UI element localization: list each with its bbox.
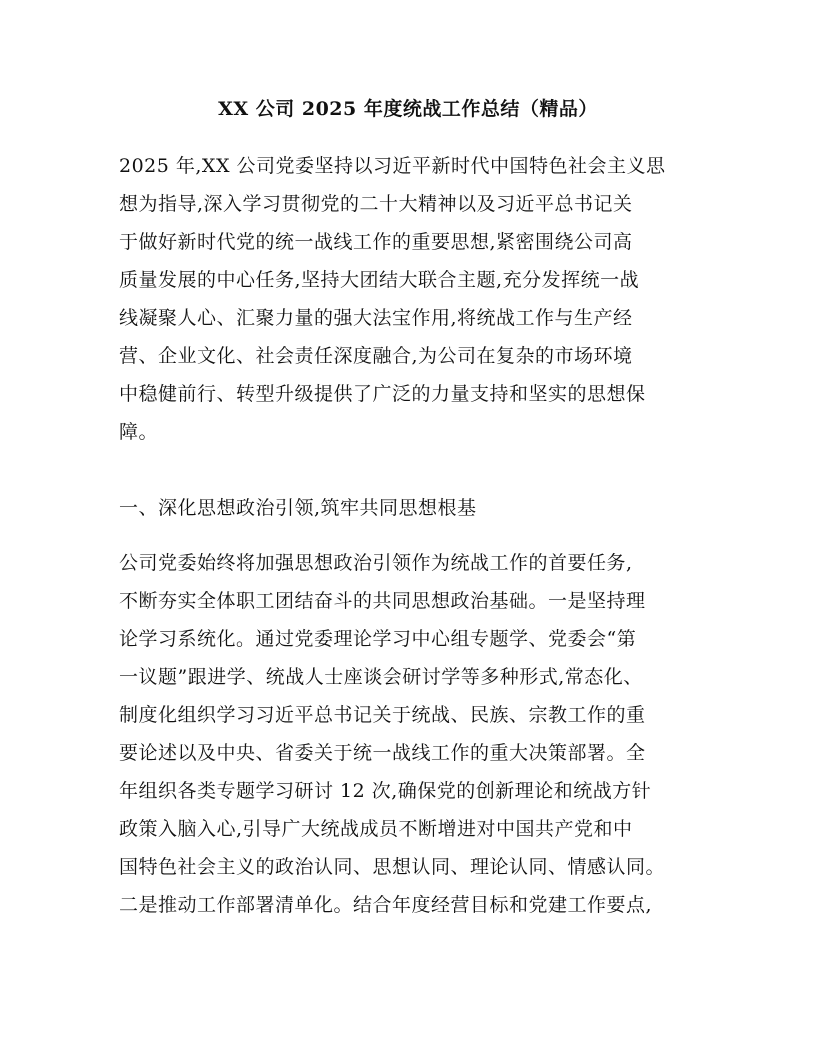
paragraph-line: 二是推动工作部署清单化。结合年度经营目标和党建工作要点, [119,894,653,916]
paragraph-line: 中稳健前行、转型升级提供了广泛的力量支持和坚实的思想保 [119,383,646,405]
paragraph-line: 于做好新时代党的统一战线工作的重要思想,紧密围绕公司高 [119,231,633,253]
paragraph-line: 质量发展的中心任务,坚持大团结大联合主题,充分发挥统一战 [119,269,640,291]
paragraph-line: 想为指导,深入学习贯彻党的二十大精神以及习近平总书记关 [119,193,633,215]
paragraph-line: 营、企业文化、社会责任深度融合,为公司在复杂的市场环境 [119,345,633,367]
document-title: XX 公司 2025 年度统战工作总结（精品） [218,98,598,120]
paragraph-line: 障。 [119,421,159,443]
paragraph-line: 国特色社会主义的政治认同、思想认同、理论认同、情感认同。 [119,856,666,878]
paragraph-line: 要论述以及中央、省委关于统一战线工作的重大决策部署。全 [119,742,646,764]
paragraph-line: 政策入脑入心,引导广大统战成员不断增进对中国共产党和中 [119,818,633,840]
paragraph-line: 年组织各类专题学习研讨 12 次,确保党的创新理论和统战方针 [119,780,652,802]
paragraph-line: 制度化组织学习习近平总书记关于统战、民族、宗教工作的重 [119,704,646,726]
section-heading: 一、深化思想政治引领,筑牢共同思想根基 [119,497,477,519]
paragraph-line: 2025 年,XX 公司党委坚持以习近平新时代中国特色社会主义思 [119,155,666,177]
paragraph-line: 一议题”跟进学、统战人士座谈会研讨学等多种形式,常态化、 [119,666,643,688]
paragraph-line: 论学习系统化。通过党委理论学习中心组专题学、党委会“第 [119,628,637,650]
paragraph-line: 线凝聚人心、汇聚力量的强大法宝作用,将统战工作与生产经 [119,307,633,329]
paragraph-line: 不断夯实全体职工团结奋斗的共同思想政治基础。一是坚持理 [119,590,646,612]
paragraph-line: 公司党委始终将加强思想政治引领作为统战工作的首要任务, [119,552,633,574]
